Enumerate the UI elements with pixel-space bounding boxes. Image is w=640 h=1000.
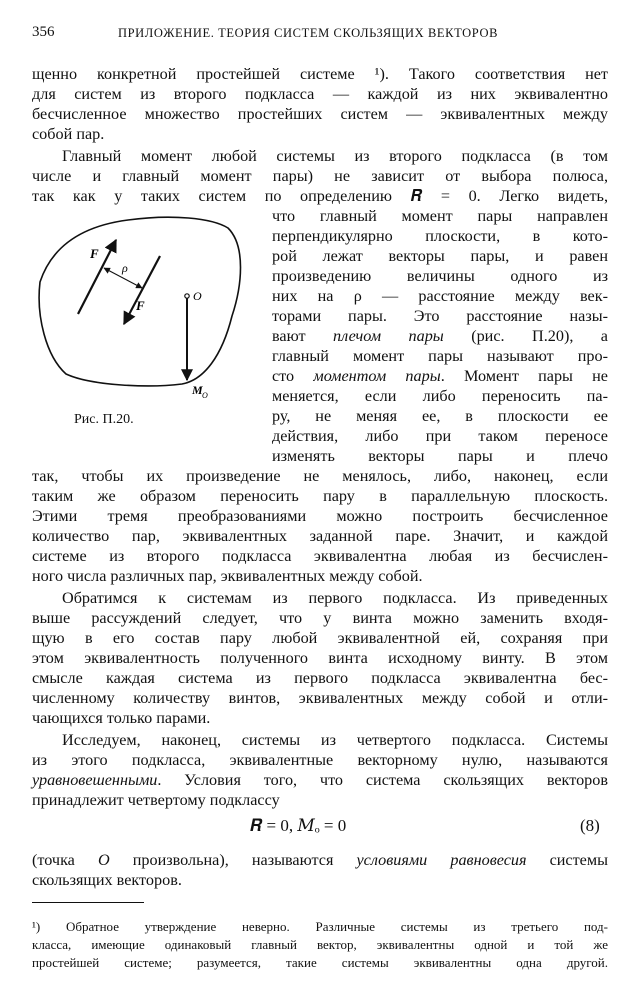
footnote-line: простейшей системе; разумеется, такие системы эквивалентны одна другой. — [32, 955, 608, 970]
text-span: сто — [272, 367, 314, 385]
text-line: рой лежат векторы пары, и равен — [272, 247, 608, 265]
text-span: . Момент пары не — [440, 367, 608, 385]
text-line: для систем из второго подкласса — каждой из них эквивалентно — [32, 85, 608, 103]
text-span: (точка — [32, 851, 98, 869]
text-line: меняется, если либо переносить па- — [272, 387, 608, 405]
term-italic: плечом пары — [333, 327, 444, 345]
figure-couple-diagram — [32, 206, 268, 406]
text-span: произвольна), называются — [109, 851, 357, 869]
text-line: Обратимся к системам из первого подкласса. Из приведенных — [62, 589, 608, 607]
text-line: смысле каждая система из первого подкласса эквивалентна бес- — [32, 669, 608, 687]
text-line: из этого подкласса, эквивалентные векторному нулю, называются — [32, 751, 608, 769]
text-span: . Условия того, что система скользящих векторов — [157, 771, 608, 789]
running-title: ПРИЛОЖЕНИЕ. ТЕОРИЯ СИСТЕМ СКОЛЬЗЯЩИХ ВЕКТОРОВ — [118, 26, 499, 40]
text-line: численному количеству винтов, эквивалентных между собой и отли- — [32, 689, 608, 707]
equation-number: (8) — [580, 816, 600, 835]
label-f2: F — [136, 298, 145, 313]
text-line: Этими тремя преобразованиями можно построить бесчисленное — [32, 507, 608, 525]
label-rho: ρ — [122, 261, 128, 275]
point-o — [185, 294, 189, 298]
text-line: торами пары. Это расстояние назы- — [272, 307, 608, 325]
text-line: таким же образом переносить пару в параллельную плоскость. — [32, 487, 608, 505]
text-span: вают — [272, 327, 334, 345]
term-italic: моментом пары — [313, 367, 441, 385]
text-span: системы — [526, 851, 608, 869]
text-line — [32, 770, 608, 790]
text-line: этом эквивалентность полученного винта исходному винту. В этом — [32, 649, 608, 667]
label-o: O — [193, 289, 202, 303]
text-line: собой пар. — [32, 125, 105, 143]
text-span: (рис. П.20), а — [443, 327, 608, 345]
text-line: числе и главный момент пары) не зависит от выбора полюса, — [32, 167, 608, 185]
text-line: чающихся только парами. — [32, 709, 211, 727]
figure-caption: Рис. П.20. — [74, 412, 134, 427]
running-header — [32, 24, 608, 44]
point-label: O — [97, 851, 110, 869]
text-line: произведению величины одного из — [272, 267, 608, 285]
term-italic: уравновешенными — [32, 771, 158, 789]
text-line: системе из второго подкласса эквивалентна любая из бесчислен- — [32, 547, 608, 565]
equation-body: 𝑹 = 0, 𝑀ₒ = 0 — [250, 816, 347, 835]
text-line — [272, 366, 608, 386]
text-line: Исследуем, наконец, системы из четвертого подкласса. Системы — [62, 731, 608, 749]
page-number: 356 — [32, 24, 55, 40]
text-line: щенно конкретной простейшей системе ¹). Такого соответствия нет — [32, 65, 608, 83]
force-vector-f2 — [124, 256, 160, 324]
label-f1: F — [90, 246, 99, 261]
footnote-rule — [32, 902, 144, 903]
label-m-sub: O — [202, 391, 208, 400]
text-line: принадлежит четвертому подклассу — [32, 791, 280, 809]
text-line: скользящих векторов. — [32, 871, 182, 889]
text-line: так как у таких систем по определению 𝑹 = 0. Легко видеть, — [32, 187, 608, 205]
text-line: ного числа различных пар, эквивалентных между собой. — [32, 567, 423, 585]
text-line: них на ρ — расстояние между век- — [272, 287, 608, 305]
text-line: действия, либо при таком переносе — [272, 427, 608, 445]
text-line: изменять векторы пары и плечо — [272, 447, 608, 465]
footnote-line: класса, имеющие одинаковый главный вектор, эквивалентны одной и той же — [32, 937, 608, 952]
text-line — [32, 850, 608, 870]
text-line: количество пар, эквивалентных заданной паре. Значит, и каждой — [32, 527, 608, 545]
label-m: M — [192, 383, 203, 397]
text-line — [272, 326, 608, 346]
text-line: Главный момент любой системы из второго подкласса (в том — [62, 147, 608, 165]
text-line: бесчисленное множество простейших систем — эквивалентных между — [32, 105, 608, 123]
term-italic: условиями равновесия — [356, 851, 527, 869]
text-line: щую в его состав пару любой эквивалентной ей, сохраняя при — [32, 629, 608, 647]
text-line: перпендикулярно плоскости, в кото- — [272, 227, 608, 245]
text-line: так, чтобы их произведение не менялось, либо, наконец, если — [32, 467, 608, 485]
text-line: ру, не меняя ее, в плоскости ее — [272, 407, 608, 425]
text-line: выше рассуждений следует, что у винта можно заменить входя- — [32, 609, 608, 627]
text-line: что главный момент пары направлен — [272, 207, 608, 225]
text-line: главный момент пары называют про- — [272, 347, 608, 365]
footnote-line: ¹) Обратное утверждение неверно. Различные системы из третьего под- — [32, 919, 608, 934]
equation — [0, 816, 640, 840]
